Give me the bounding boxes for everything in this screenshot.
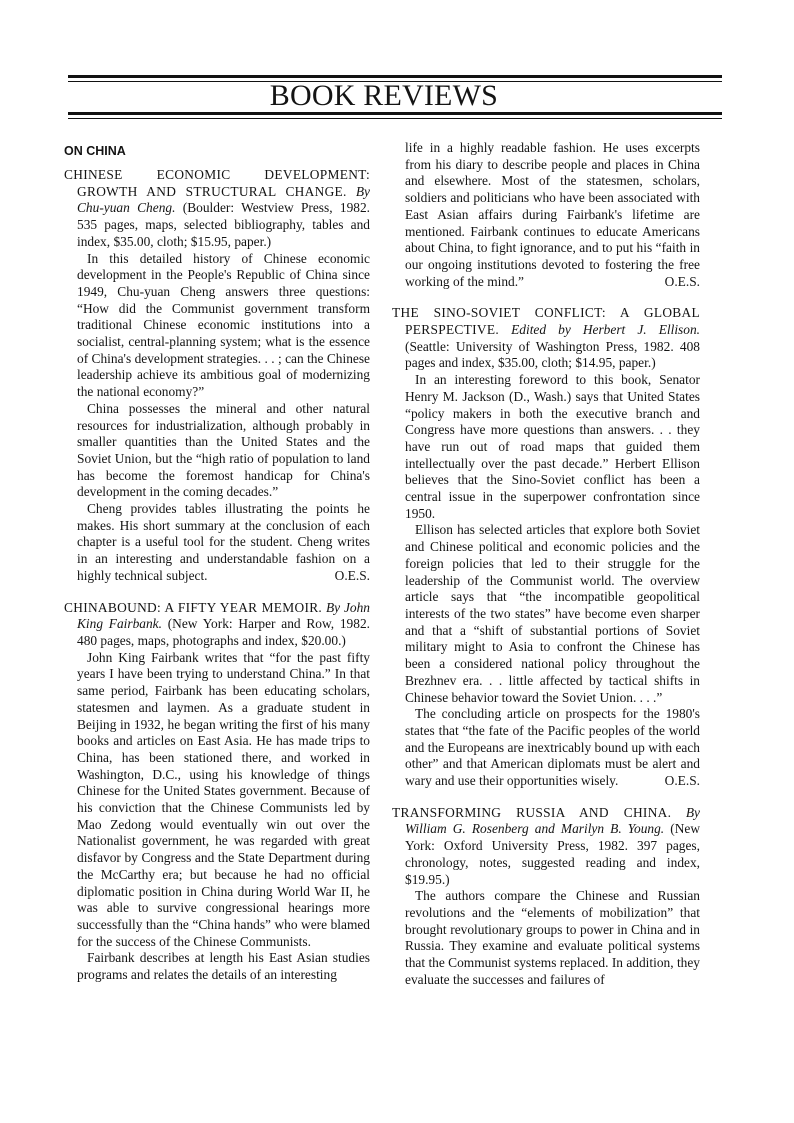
review-paragraph: Ellison has selected articles that explore both Soviet and Chinese political and economic policies and the foreign policies that led to their struggle for the leadership of the Communist world. The overview article says that “the incompatible geopolitical interests of the two states” have become even sharper and that a “shift of substantial portions of Soviet military might to Asia to confront the Chinese has been a considered national policy throughout the Brezhnev era. . . little affected by tactical shifts in Chinese behavior toward the Soviet Union. . . .” [405, 522, 700, 705]
book-title: THE SINO-SOVIET CONFLICT: A GLOBAL PERSPECTIVE. [392, 305, 700, 338]
review-heading [392, 804, 700, 889]
review-paragraph-text: The concluding article on prospects for the 1980's states that “the fate of the Pacific peoples of the world and the Europeans are inextricably bound up with each other” and that American diplomats must be alert and wary and use their opportunities wisely. [405, 706, 700, 789]
book-title: TRANSFORMING RUSSIA AND CHINA. [392, 804, 672, 820]
review-paragraph: Fairbank describes at length his East Asian studies programs and relates the details of an interesting [77, 950, 370, 983]
book-title: CHINABOUND: A FIFTY YEAR MEMOIR. [64, 599, 323, 615]
review-paragraph [77, 501, 370, 585]
left-column [64, 140, 370, 999]
book-byline: By John King Fairbank. [77, 599, 370, 632]
review-paragraph: In this detailed history of Chinese economic development in the People's Republic of China since 1949, Chu-yuan Cheng answers three questions: “How did the Communist government transform traditional Chinese economic institutions into a socialist, central-planning system; what is the essence of China's development strategies. . . ; can the Chinese leadership achieve its ambitious goal of modernizing the national economy?” [77, 250, 370, 400]
review-sino-soviet-conflict [392, 305, 700, 789]
book-publication: (Seattle: University of Washington Press, 1982. 408 pages and index, $35.00, cloth; $14.95, paper.) [405, 338, 700, 371]
bottom-rule-thick [68, 112, 722, 115]
book-publication: (Boulder: Westview Press, 1982. 535 pages, maps, selected bibliography, tables and index, $35.00, cloth; $15.95, paper.) [77, 200, 371, 249]
book-publication: (New York: Oxford University Press, 1982. 397 pages, chronology, notes, suggested reading and index, $19.95.) [405, 821, 700, 887]
review-paragraph: The authors compare the Chinese and Russian revolutions and the “elements of mobilization” that brought revolutionary groups to power in China and in Russia. They examine and evaluate political systems that the Communist systems replaced. In addition, they evaluate the successes and failures of [405, 888, 700, 987]
review-heading [392, 305, 700, 372]
review-heading [64, 167, 371, 251]
review-chinabound-continued [392, 140, 700, 290]
section-heading: ON CHINA [64, 144, 126, 158]
review-paragraph: John King Fairbank writes that “for the past fifty years I have been trying to understand China.” In that same period, Fairbank has been educating scholars, statesmen and laymen. As a graduate student in Beijing in 1932, he began writing the first of his many books and articles on East Asia. He has made trips to China, has been stationed there, and worked in Washington, D.C., using his knowledge of things Chinese for the United States government. Because of his conviction that the Chinese Communists led by Mao Zedong would eventually win out over the Nationalist government, he was regarded with great disfavor by Congress and the State Department during the McCarthy era; but because he had no official diplomatic position in China during World War II, he was able to survive congressional hearings more successfully than the “China hands” who were blamed for the success of the Chinese Communists. [77, 649, 370, 949]
right-column [392, 140, 700, 1003]
review-paragraph: In an interesting foreword to this book, Senator Henry M. Jackson (D., Wash.) says that United States “policy makers in both the executive branch and Congress have more questions than answers. . . they have run out of road maps that guided them intellectually over the past decade.” Herbert Ellison believes that the Sino-Soviet conflict has been a central issue in the superpower confrontation since 1950. [405, 372, 700, 521]
book-byline: By Chu-yuan Cheng. [77, 183, 370, 216]
page-title: BOOK REVIEWS [269, 79, 498, 112]
review-chinese-economic-development [64, 167, 370, 585]
review-chinabound [64, 600, 370, 984]
top-rule-thick [68, 75, 722, 78]
book-byline: By William G. Rosenberg and Marilyn B. Young. [405, 804, 700, 837]
masthead [68, 79, 722, 112]
bottom-rule-thin [68, 118, 722, 119]
review-paragraph [405, 140, 700, 290]
reviewer-signature: O.E.S. [334, 567, 370, 583]
book-publication: (New York: Harper and Row, 1982. 480 pages, maps, photographs and index, $20.00.) [77, 616, 370, 648]
review-paragraph-text: Cheng provides tables illustrating the points he makes. His short summary at the conclusion of each chapter is a useful tool for the student. Cheng writes in an interesting and understandable fashion on a highly technical subject. [77, 501, 370, 583]
reviewer-signature: O.E.S. [664, 273, 700, 289]
review-paragraph: China possesses the mineral and other natural resources for industrialization, although probably in smaller quantities than the United States and the Soviet Union, but the “high ratio of population to land has become the foremost handicap for China's development in the coming decades.” [77, 400, 370, 500]
review-paragraph-text: life in a highly readable fashion. He uses excerpts from his diary to describe people and places in China and elsewhere. Most of the statesmen, scholars, soldiers and politicians who have been associated with East Asian affairs during Fairbank's lifetime are mentioned. Fairbank continues to educate Americans about China, to fight ignorance, and to put his “faith in our ongoing institutions devoted to fostering the free working of the mind.” [405, 140, 700, 289]
review-heading [64, 599, 370, 650]
book-title: CHINESE ECONOMIC DEVELOPMENT: GROWTH AND STRUCTURAL CHANGE. [64, 167, 370, 199]
review-paragraph [405, 706, 700, 790]
review-transforming-russia-and-china [392, 805, 700, 989]
book-byline: Edited by Herbert J. Ellison. [511, 322, 700, 338]
reviewer-signature: O.E.S. [664, 773, 700, 789]
